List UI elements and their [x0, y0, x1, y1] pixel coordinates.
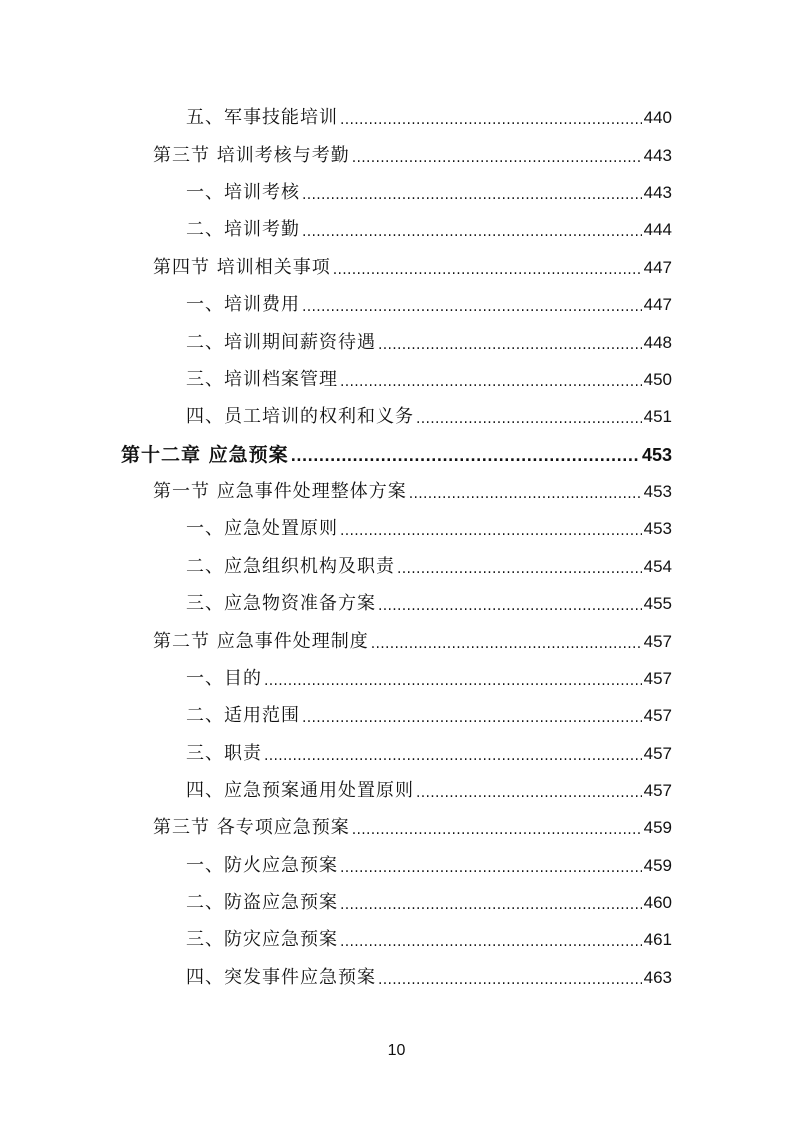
toc-entry-page: 459 — [643, 856, 672, 875]
dot-leader — [340, 926, 642, 954]
toc-entry-title: 三、职责 — [186, 743, 262, 764]
toc-entry[interactable] — [186, 777, 672, 805]
dot-leader — [416, 403, 642, 431]
toc-chapter-entry[interactable] — [121, 441, 672, 469]
toc-entry-page: 447 — [643, 295, 672, 314]
dot-leader — [340, 889, 642, 917]
toc-entry-title: 一、目的 — [186, 668, 262, 689]
toc-entry-title: 第四节 培训相关事项 — [153, 257, 331, 278]
toc-entry-title: 第三节 各专项应急预案 — [153, 817, 350, 838]
toc-entry[interactable] — [186, 104, 672, 132]
toc-entry-page: 457 — [643, 706, 672, 725]
dot-leader — [333, 254, 642, 282]
toc-entry[interactable] — [186, 553, 672, 581]
toc-entry[interactable] — [186, 926, 672, 954]
toc-entry-title: 二、防盗应急预案 — [186, 892, 338, 913]
dot-leader — [378, 964, 642, 992]
toc-entry-title: 二、培训考勤 — [186, 219, 300, 240]
toc-entry-title: 第二节 应急事件处理制度 — [153, 631, 369, 652]
toc-entry-title: 一、培训费用 — [186, 294, 300, 315]
toc-entry[interactable] — [186, 590, 672, 618]
dot-leader — [264, 665, 642, 693]
toc-entry[interactable] — [153, 814, 672, 842]
dot-leader — [416, 777, 642, 805]
toc-entry-title: 三、培训档案管理 — [186, 369, 338, 390]
toc-entry-page: 457 — [643, 781, 672, 800]
toc-entry-title: 二、应急组织机构及职责 — [186, 556, 395, 577]
dot-leader — [352, 142, 642, 170]
toc-entry[interactable] — [186, 403, 672, 431]
dot-leader — [378, 590, 642, 618]
toc-entry-page: 443 — [643, 183, 672, 202]
toc-entry[interactable] — [153, 142, 672, 170]
dot-leader — [352, 814, 642, 842]
toc-entry-title: 第一节 应急事件处理整体方案 — [153, 481, 407, 502]
toc-entry-title: 第三节 培训考核与考勤 — [153, 145, 350, 166]
toc-entry[interactable] — [186, 702, 672, 730]
toc-entry-page: 451 — [643, 407, 672, 426]
toc-entry-page: 448 — [643, 333, 672, 352]
toc-entry[interactable] — [186, 291, 672, 319]
dot-leader — [291, 441, 640, 469]
toc-entry-title: 二、适用范围 — [186, 705, 300, 726]
toc-entry-page: 455 — [643, 594, 672, 613]
dot-leader — [302, 291, 642, 319]
dot-leader — [340, 852, 642, 880]
toc-entry-page: 453 — [641, 445, 672, 465]
dot-leader — [378, 329, 642, 357]
toc-entry[interactable] — [153, 254, 672, 282]
toc-entry-page: 454 — [643, 557, 672, 576]
toc-entry-title: 一、培训考核 — [186, 182, 300, 203]
toc-entry[interactable] — [153, 628, 672, 656]
toc-entry-title: 第十二章 应急预案 — [121, 444, 289, 466]
dot-leader — [371, 628, 642, 656]
toc-entry[interactable] — [186, 515, 672, 543]
toc-entry[interactable] — [186, 216, 672, 244]
toc-entry-page: 459 — [643, 818, 672, 837]
dot-leader — [340, 366, 642, 394]
toc-entry[interactable] — [186, 740, 672, 768]
toc-entry[interactable] — [186, 852, 672, 880]
toc-entry-page: 440 — [643, 108, 672, 127]
dot-leader — [302, 216, 642, 244]
toc-entry-title: 三、应急物资准备方案 — [186, 593, 376, 614]
toc-entry-title: 一、防火应急预案 — [186, 855, 338, 876]
dot-leader — [397, 553, 642, 581]
toc-entry-page: 447 — [643, 258, 672, 277]
dot-leader — [340, 104, 642, 132]
toc-entry-title: 二、培训期间薪资待遇 — [186, 332, 376, 353]
toc-entry-title: 四、应急预案通用处置原则 — [186, 780, 414, 801]
toc-entry-page: 457 — [643, 669, 672, 688]
toc-entry[interactable] — [186, 179, 672, 207]
toc-entry[interactable] — [153, 478, 672, 506]
toc-entry-title: 四、员工培训的权利和义务 — [186, 406, 414, 427]
toc-entry-title: 四、突发事件应急预案 — [186, 967, 376, 988]
toc-entry-title: 三、防灾应急预案 — [186, 929, 338, 950]
toc-entry[interactable] — [186, 889, 672, 917]
dot-leader — [264, 740, 642, 768]
dot-leader — [340, 515, 642, 543]
toc-entry-title: 一、应急处置原则 — [186, 518, 338, 539]
toc-entry[interactable] — [186, 964, 672, 992]
toc-entry-page: 444 — [643, 220, 672, 239]
dot-leader — [409, 478, 642, 506]
toc-entry-page: 461 — [643, 930, 672, 949]
toc-entry-page: 457 — [643, 744, 672, 763]
toc-entry[interactable] — [186, 366, 672, 394]
toc-entry-page: 450 — [643, 370, 672, 389]
dot-leader — [302, 702, 642, 730]
toc-entry-page: 453 — [643, 482, 672, 501]
toc-entry-page: 453 — [643, 519, 672, 538]
toc-entry-page: 443 — [643, 146, 672, 165]
toc-entry[interactable] — [186, 665, 672, 693]
toc-entry-page: 460 — [643, 893, 672, 912]
dot-leader — [302, 179, 642, 207]
page-number: 10 — [387, 1042, 406, 1059]
toc-entry-page: 457 — [643, 632, 672, 651]
toc-entry-title: 五、军事技能培训 — [186, 107, 338, 128]
toc-entry-page: 463 — [643, 968, 672, 987]
toc-entry[interactable] — [186, 329, 672, 357]
